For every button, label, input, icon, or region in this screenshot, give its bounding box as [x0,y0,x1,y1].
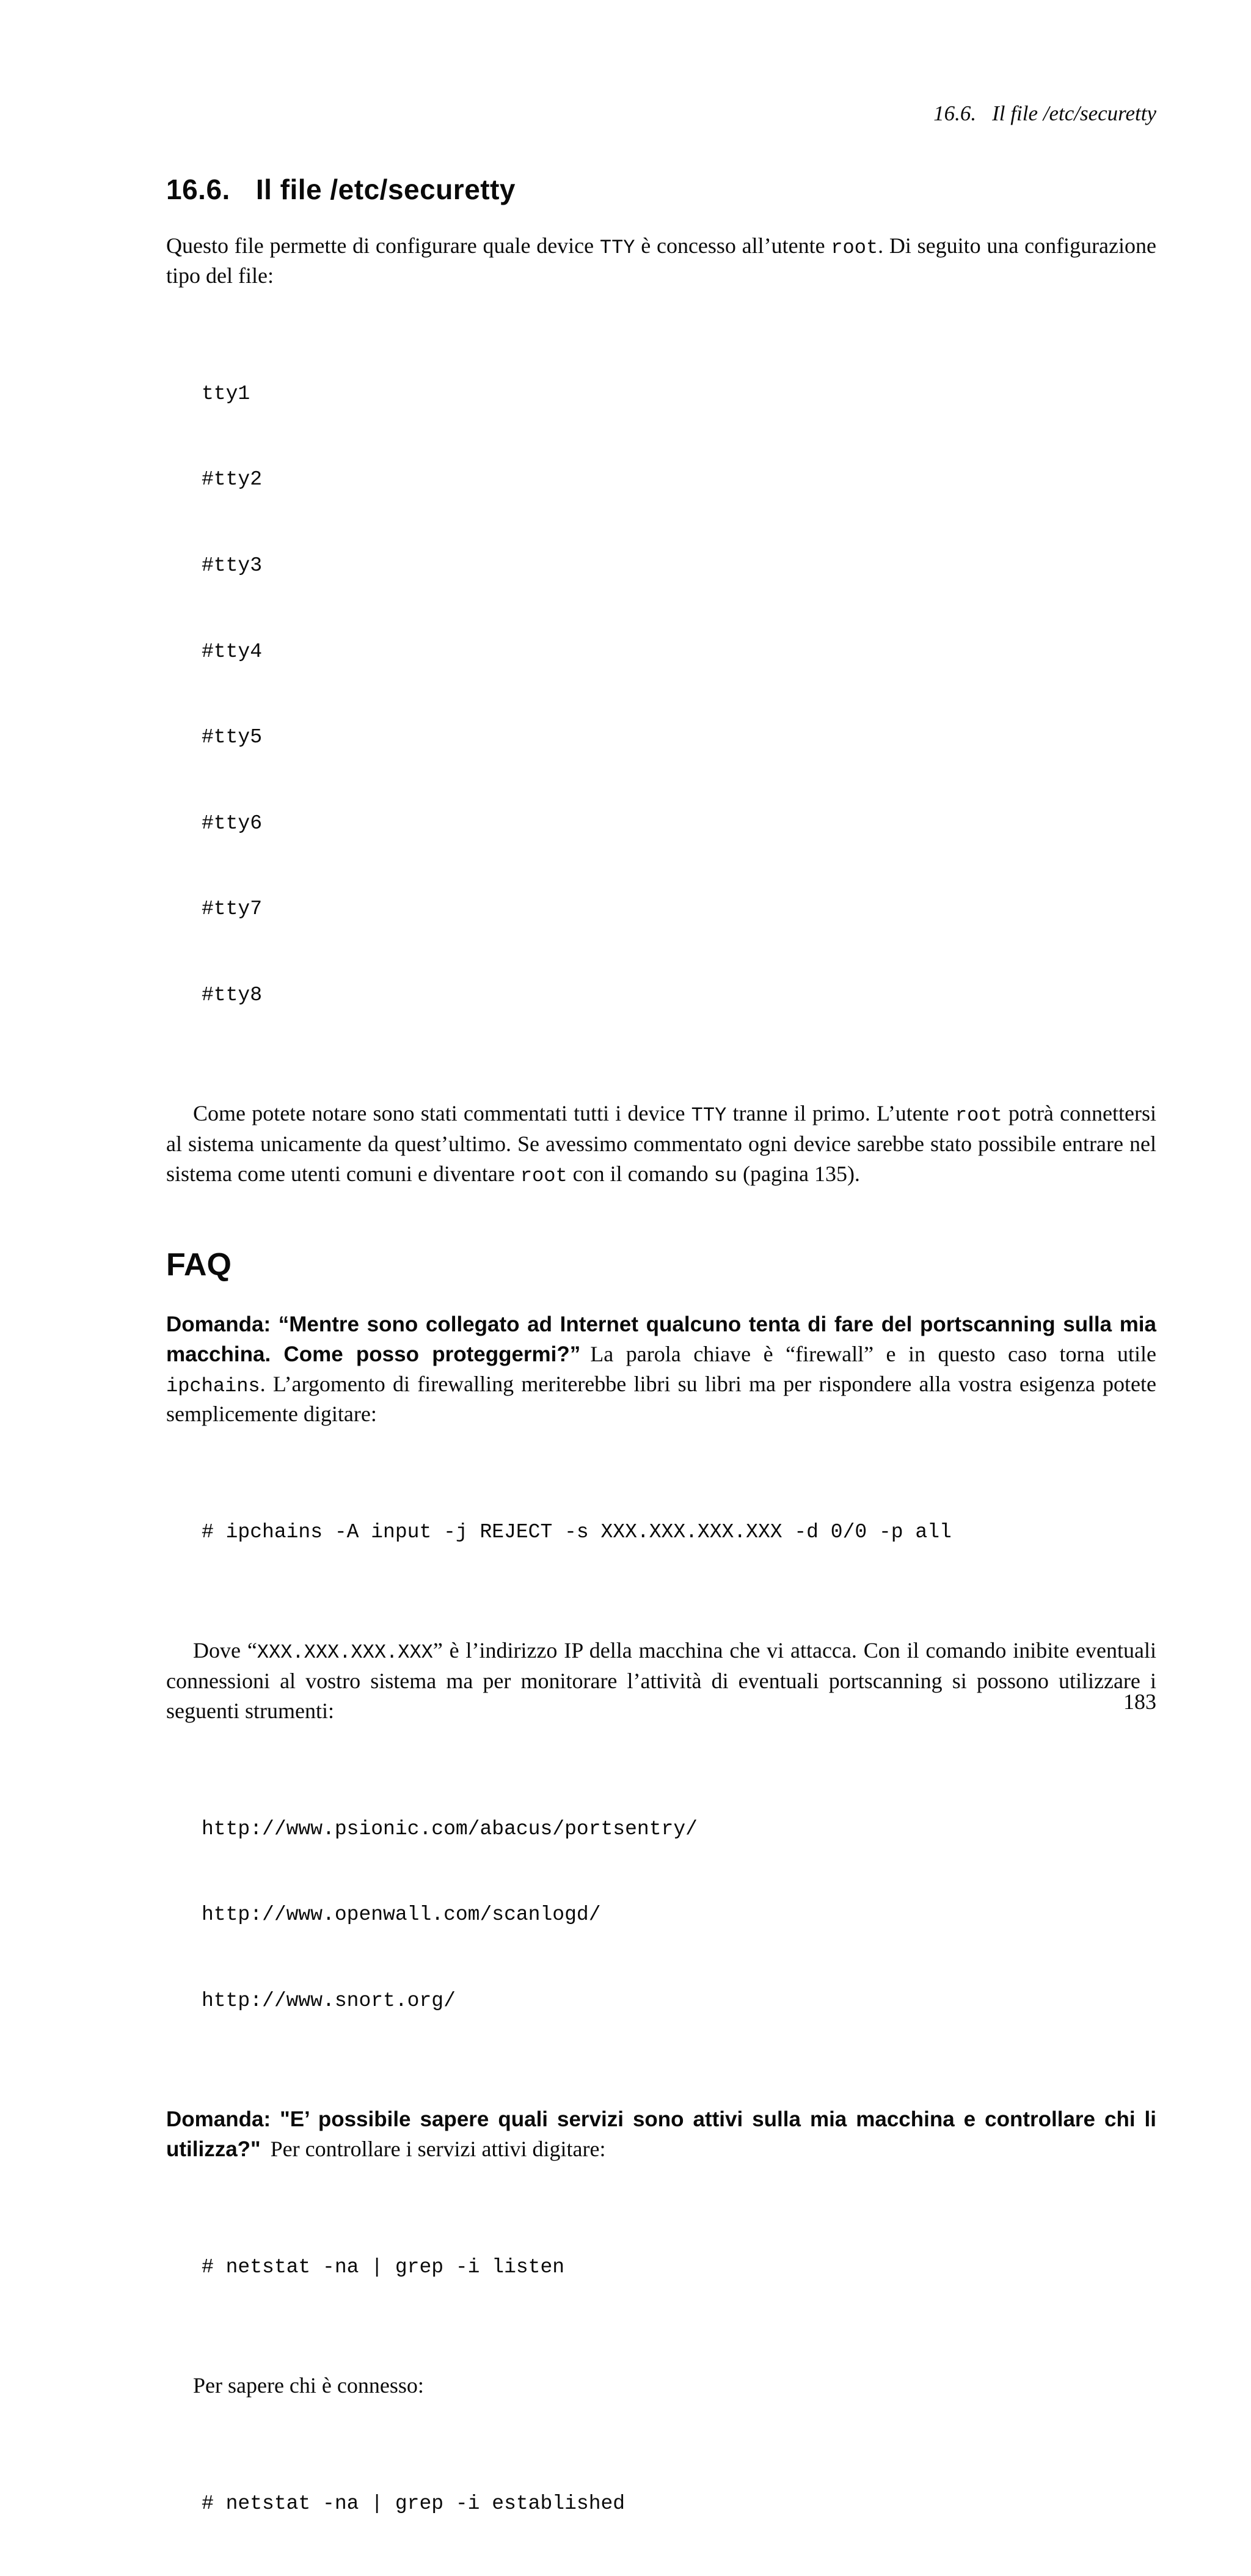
faq-question-2-paragraph [166,2104,1156,2164]
code-line: #tty6 [202,811,263,835]
intro-text-2: è concesso all’utente [635,233,831,258]
faq-answer-1-text-2: . L’argomento di firewalling meriterebbe libri su libri ma per rispondere alla vostra esigenza potete semplicemente digitare: [166,1371,1156,1427]
inline-code-root-2: root [955,1104,1002,1127]
page-number: 183 [1123,1689,1156,1714]
faq-answer-1-text-1: La parola chiave è “firewall” e in questo caso torna utile [590,1341,1156,1366]
dove-paragraph [166,1636,1156,1725]
url-scanlogd: http://www.openwall.com/scanlogd/ [202,1903,601,1927]
inline-code-su: su [713,1164,737,1187]
faq-question-1-bold: Domanda: “Mentre sono collegato ad Internet qualcuno tenta di fare del portscanning sulla mia macchina. Come posso proteggermi?” [166,1312,1156,1366]
inline-code-tty-2: TTY [691,1104,727,1127]
faq-question-1-paragraph [166,1309,1156,1429]
code-line: tty1 [202,382,250,405]
code-line: # ipchains -A input -j REJECT -s XXX.XXX.XXX.XXX -d 0/0 -p all [202,1520,952,1543]
code-line: # netstat -na | grep -i established [202,2492,626,2516]
inline-code-ipchains: ipchains [166,1374,260,1397]
section-number: 16.6. [166,174,230,205]
inline-code-root: root [831,236,878,259]
code-line: #tty2 [202,468,263,491]
connesso-paragraph: Per sapere chi è connesso: [193,2373,424,2398]
code-line: #tty7 [202,898,263,921]
expl-text-5: (pagina 135). [737,1161,860,1186]
securetty-code-block [202,323,1156,1067]
faq-heading: FAQ [166,1247,232,1283]
faq-answer-2-text-1: Per controllare i servizi attivi digitare: [270,2137,606,2162]
expl-text-1: Come potete notare sono stati commentati tutti i device [193,1101,691,1126]
dove-text-2: ” è l’indirizzo IP della macchina che vi attacca. Con il comando inibite eventuali connessioni al vostro sistema ma per monitorare l’attività di eventuali portscanning si possono utilizzare i seguenti strumenti: [166,1638,1156,1723]
running-header [166,101,1156,126]
dove-text-1: Dove “ [193,1638,257,1663]
netstat-established-code-block [202,2432,1156,2575]
running-header-section-number: 16.6. [933,101,977,125]
ipchains-code-block [202,1461,1156,1604]
intro-text-3: . Di seguito una configurazione tipo del file: [166,233,1156,288]
url-portsentry: http://www.psionic.com/abacus/portsentry/ [202,1817,698,1840]
code-line: #tty4 [202,640,263,663]
expl-text-4: con il comando [567,1161,714,1186]
intro-text-1: Questo file permette di configurare quale device [166,233,600,258]
netstat-listen-code-block [202,2196,1156,2339]
inline-code-tty: TTY [599,236,635,259]
section-heading [166,174,1156,205]
code-line: #tty3 [202,554,263,577]
inline-code-root-3: root [520,1164,567,1187]
expl-text-2: tranne il primo. L’utente [726,1101,955,1126]
inline-code-ip: XXX.XXX.XXX.XXX [257,1641,433,1664]
faq-question-2-bold: Domanda: "E’ possibile sapere quali servizi sono attivi sulla mia macchina e controllare chi li utilizza?" [166,2107,1156,2162]
explanation-paragraph [166,1099,1156,1189]
urls-code-block [202,1758,1156,2073]
code-line: # netstat -na | grep -i listen [202,2255,565,2278]
running-header-title: Il file /etc/securetty [992,101,1156,125]
code-line: #tty5 [202,726,263,749]
expl-text-3: potrà connettersi al sistema unicamente da quest’ultimo. Se avessimo commentato ogni device sarebbe stato possibile entrare nel sistema come utenti comuni e diventare [166,1101,1157,1186]
intro-paragraph [166,231,1156,291]
url-snort: http://www.snort.org/ [202,1989,456,2012]
section-title: Il file /etc/securetty [255,174,516,205]
code-line: #tty8 [202,983,263,1006]
